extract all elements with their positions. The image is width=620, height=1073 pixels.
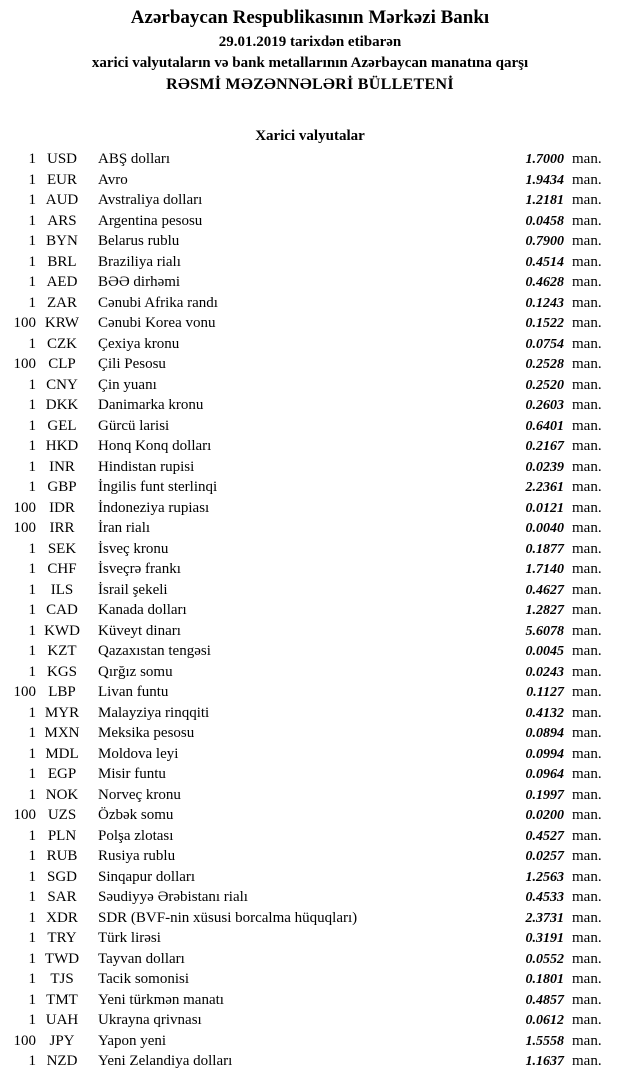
rate-qty: 1 <box>28 930 36 946</box>
rate-unit: man. <box>572 151 602 167</box>
rate-unit: man. <box>572 212 602 229</box>
rate-row <box>0 313 620 334</box>
rate-name: Moldova leyi <box>98 745 179 762</box>
rate-code: CHF <box>47 561 77 577</box>
rate-unit: man. <box>572 663 602 680</box>
rate-name: Çexiya kronu <box>98 335 180 352</box>
rate-qty: 1 <box>28 212 36 229</box>
rate-unit: man. <box>572 991 602 1008</box>
rate-qty: 1 <box>28 889 36 905</box>
rate-name: İsrail şekeli <box>98 581 168 598</box>
rate-row <box>0 334 620 355</box>
rate-row <box>0 211 620 232</box>
rate-name: Yeni türkmən manatı <box>98 991 224 1008</box>
rate-code: SGD <box>46 868 77 885</box>
rate-code: TWD <box>44 950 80 967</box>
rate-qty: 1 <box>28 540 36 557</box>
rate-qty: 1 <box>28 1053 36 1069</box>
rate-value: 0.4533 <box>525 890 564 905</box>
rate-value: 1.7140 <box>525 562 564 577</box>
rate-unit: man. <box>572 274 602 290</box>
rate-name: Malayziya rinqqiti <box>98 704 210 721</box>
rate-value: 0.2520 <box>525 377 564 393</box>
rate-qty: 1 <box>28 417 36 434</box>
rate-code: MDL <box>45 745 79 762</box>
rate-value: 0.0121 <box>525 500 564 516</box>
rate-row <box>0 990 620 1011</box>
rate-code: JPY <box>49 1032 75 1049</box>
rate-unit: man. <box>572 253 602 270</box>
rate-unit: man. <box>572 602 602 618</box>
rate-name: İsveç kronu <box>98 540 169 557</box>
rate-name: Kanada dolları <box>98 602 187 618</box>
rate-unit: man. <box>572 848 602 864</box>
rate-code: GEL <box>47 417 77 434</box>
rate-value: 0.0964 <box>525 767 564 782</box>
rate-name: Norveç kronu <box>98 786 181 803</box>
rate-unit: man. <box>572 499 602 516</box>
rate-code: MYR <box>44 704 80 721</box>
rate-row <box>0 682 620 703</box>
rate-row <box>0 354 620 375</box>
rate-row <box>0 969 620 990</box>
rate-qty: 1 <box>28 643 36 659</box>
rate-value: 5.6078 <box>525 623 564 639</box>
rate-value: 0.0243 <box>525 664 564 680</box>
rate-qty: 1 <box>28 745 36 762</box>
rate-qty: 1 <box>28 971 36 987</box>
rate-row <box>0 846 620 867</box>
rate-unit: man. <box>572 745 602 762</box>
rate-value: 0.0200 <box>525 808 564 823</box>
rate-qty: 1 <box>28 950 36 967</box>
rate-unit: man. <box>572 438 602 454</box>
rate-qty: 1 <box>28 397 36 413</box>
rate-code: EUR <box>47 171 77 188</box>
rate-value: 0.1997 <box>525 787 564 803</box>
rate-unit: man. <box>572 356 602 372</box>
rate-qty: 1 <box>28 192 36 208</box>
rate-value: 0.6401 <box>525 418 564 434</box>
rate-code: UAH <box>45 1012 79 1028</box>
rate-value: 1.9434 <box>525 172 564 188</box>
rate-code: RUB <box>46 848 78 864</box>
rate-row <box>0 949 620 970</box>
rate-value: 2.3731 <box>525 910 564 926</box>
rate-code: BYN <box>46 233 78 249</box>
rate-qty: 1 <box>28 233 36 249</box>
rate-row <box>0 805 620 826</box>
rate-unit: man. <box>572 827 602 844</box>
rate-code: CNY <box>46 376 78 393</box>
rate-value: 2.2361 <box>525 480 564 495</box>
rate-value: 0.0894 <box>525 726 564 741</box>
rate-name: Özbək somu <box>98 807 174 823</box>
rate-row <box>0 231 620 252</box>
rate-qty: 1 <box>28 909 36 926</box>
rate-qty: 1 <box>28 335 36 352</box>
rate-qty: 1 <box>28 458 36 475</box>
rate-row <box>0 1010 620 1031</box>
rate-name: Ukrayna qrivnası <box>98 1012 202 1028</box>
rate-unit: man. <box>572 581 602 598</box>
rate-value: 0.7900 <box>525 234 564 249</box>
rate-name: Tacik somonisi <box>98 971 190 987</box>
rates-list <box>0 149 620 1072</box>
rate-row <box>0 190 620 211</box>
rate-qty: 100 <box>13 807 36 823</box>
rate-name: Hindistan rupisi <box>98 458 195 475</box>
rate-unit: man. <box>572 807 602 823</box>
rate-unit: man. <box>572 417 602 434</box>
rate-row <box>0 600 620 621</box>
rate-row <box>0 498 620 519</box>
rate-code: TMT <box>46 991 78 1008</box>
rate-code: NOK <box>45 786 79 803</box>
rate-qty: 100 <box>13 684 36 700</box>
rate-value: 0.0045 <box>525 644 564 659</box>
rate-value: 0.2528 <box>525 357 564 372</box>
rate-unit: man. <box>572 1012 602 1028</box>
rate-code: AUD <box>45 192 79 208</box>
rate-row <box>0 662 620 683</box>
rate-row <box>0 293 620 314</box>
rate-code: KWD <box>44 622 80 639</box>
rate-value: 0.4514 <box>525 254 564 270</box>
rate-name: Çili Pesosu <box>98 356 166 372</box>
rate-value: 1.7000 <box>525 152 564 167</box>
rate-qty: 1 <box>28 561 36 577</box>
rate-unit: man. <box>572 1053 602 1069</box>
rate-qty: 1 <box>28 725 36 741</box>
rate-row <box>0 1051 620 1072</box>
rate-qty: 1 <box>28 602 36 618</box>
rate-name: Çin yuanı <box>98 376 157 393</box>
rate-name: İngilis funt sterlinqi <box>98 479 218 495</box>
rate-row <box>0 723 620 744</box>
effective-date-line: 29.01.2019 tarixdən etibarən <box>218 34 402 50</box>
rate-unit: man. <box>572 930 602 946</box>
rate-code: KRW <box>44 315 80 331</box>
rate-name: Avro <box>98 171 128 188</box>
rate-value: 0.1522 <box>525 316 564 331</box>
section-title-foreign-currencies: Xarici valyutalar <box>255 128 365 144</box>
rate-name: Misir funtu <box>98 766 166 782</box>
rate-row <box>0 764 620 785</box>
rate-code: TRY <box>47 930 77 946</box>
rate-code: KZT <box>47 643 77 659</box>
rate-code: DKK <box>45 397 79 413</box>
bulletin-heading: RƏSMİ MƏZƏNNƏLƏRİ BÜLLETENİ <box>166 76 454 93</box>
rate-name: Belarus rublu <box>98 233 180 249</box>
rate-code: IRR <box>49 520 75 536</box>
rate-qty: 100 <box>13 499 36 516</box>
rate-unit: man. <box>572 479 602 495</box>
rate-unit: man. <box>572 889 602 905</box>
rate-code: INR <box>49 458 75 475</box>
rate-qty: 1 <box>28 274 36 290</box>
rate-row <box>0 908 620 929</box>
rate-name: Cənubi Korea vonu <box>98 315 216 331</box>
rate-value: 1.1637 <box>525 1054 564 1069</box>
rate-row <box>0 641 620 662</box>
rate-qty: 100 <box>13 1032 36 1049</box>
rate-code: HKD <box>45 438 79 454</box>
rate-name: ABŞ dolları <box>98 151 171 167</box>
rate-row <box>0 867 620 888</box>
rate-unit: man. <box>572 540 602 557</box>
rate-unit: man. <box>572 643 602 659</box>
rate-value: 0.0239 <box>525 459 564 475</box>
rate-name: Rusiya rublu <box>98 848 176 864</box>
rate-code: SEK <box>47 540 77 557</box>
rate-row <box>0 252 620 273</box>
rate-code: ZAR <box>47 294 77 311</box>
rate-code: ILS <box>50 581 74 598</box>
rate-value: 0.0040 <box>525 521 564 536</box>
rate-code: XDR <box>46 909 78 926</box>
rate-row <box>0 621 620 642</box>
rate-value: 0.0994 <box>525 746 564 762</box>
rate-row <box>0 928 620 949</box>
rate-value: 0.4132 <box>525 705 564 721</box>
rate-code: CLP <box>48 356 76 372</box>
rate-code: UZS <box>47 807 77 823</box>
rate-value: 0.1801 <box>525 972 564 987</box>
rate-code: LBP <box>48 684 76 700</box>
rate-name: İndoneziya rupiası <box>98 499 210 516</box>
rate-unit: man. <box>572 376 602 393</box>
rate-code: AED <box>46 274 78 290</box>
rate-row <box>0 457 620 478</box>
rate-name: Cənubi Afrika randı <box>98 294 218 311</box>
rate-value: 1.5558 <box>525 1033 564 1049</box>
rate-qty: 1 <box>28 294 36 311</box>
rate-row <box>0 395 620 416</box>
rate-unit: man. <box>572 725 602 741</box>
rate-qty: 1 <box>28 376 36 393</box>
rate-unit: man. <box>572 766 602 782</box>
rate-qty: 1 <box>28 479 36 495</box>
rate-unit: man. <box>572 335 602 352</box>
rate-row <box>0 272 620 293</box>
rate-name: Yapon yeni <box>98 1032 167 1049</box>
rate-code: ARS <box>47 212 77 229</box>
rate-qty: 1 <box>28 868 36 885</box>
rate-row <box>0 559 620 580</box>
rate-unit: man. <box>572 950 602 967</box>
rate-row <box>0 887 620 908</box>
rate-row <box>0 703 620 724</box>
rate-value: 0.2167 <box>525 439 564 454</box>
rate-qty: 1 <box>28 786 36 803</box>
rate-unit: man. <box>572 192 602 208</box>
rate-row <box>0 416 620 437</box>
rate-unit: man. <box>572 1032 602 1049</box>
rate-code: GBP <box>47 479 77 495</box>
rate-name: Gürcü larisi <box>98 417 170 434</box>
rate-unit: man. <box>572 171 602 188</box>
rate-unit: man. <box>572 868 602 885</box>
rate-name: Meksika pesosu <box>98 725 195 741</box>
rate-name: BƏƏ dirhəmi <box>98 274 181 290</box>
rate-code: SAR <box>47 889 77 905</box>
rate-code: MXN <box>44 725 80 741</box>
rate-value: 1.2181 <box>525 193 564 208</box>
rate-value: 1.2563 <box>525 869 564 885</box>
rate-row <box>0 436 620 457</box>
rate-value: 0.0754 <box>525 336 564 352</box>
rate-unit: man. <box>572 622 602 639</box>
rate-value: 0.4857 <box>525 992 564 1008</box>
rate-unit: man. <box>572 971 602 987</box>
rate-qty: 1 <box>28 991 36 1008</box>
rate-name: Braziliya rialı <box>98 253 181 270</box>
rate-row <box>0 580 620 601</box>
rate-name: Danimarka kronu <box>98 397 204 413</box>
rate-value: 0.1127 <box>526 685 564 700</box>
rate-value: 0.4628 <box>525 275 564 290</box>
rate-code: USD <box>46 151 77 167</box>
rate-code: BRL <box>47 253 77 270</box>
rate-unit: man. <box>572 520 602 536</box>
rate-row <box>0 539 620 560</box>
rate-row <box>0 375 620 396</box>
rate-value: 0.3191 <box>525 931 564 946</box>
rate-unit: man. <box>572 684 602 700</box>
rate-value: 0.0458 <box>525 213 564 229</box>
rate-value: 0.1877 <box>525 541 564 557</box>
rate-code: CAD <box>46 602 78 618</box>
rate-qty: 1 <box>28 581 36 598</box>
rate-qty: 1 <box>28 663 36 680</box>
rate-row <box>0 149 620 170</box>
rate-unit: man. <box>572 315 602 331</box>
rate-row <box>0 1031 620 1052</box>
rate-value: 0.0552 <box>525 951 564 967</box>
rate-unit: man. <box>572 397 602 413</box>
rate-row <box>0 785 620 806</box>
rate-row <box>0 518 620 539</box>
rate-value: 0.4627 <box>525 582 564 598</box>
rate-code: NZD <box>46 1053 78 1069</box>
rate-qty: 1 <box>28 848 36 864</box>
rate-unit: man. <box>572 458 602 475</box>
bank-title: Azərbaycan Respublikasının Mərkəzi Bankı <box>130 7 490 28</box>
rate-unit: man. <box>572 233 602 249</box>
rate-name: İran rialı <box>98 520 151 536</box>
rate-name: Küveyt dinarı <box>98 622 181 639</box>
rate-code: PLN <box>47 827 77 844</box>
rate-name: İsveçrə frankı <box>98 561 181 577</box>
rate-row <box>0 477 620 498</box>
rate-code: IDR <box>49 499 75 516</box>
rate-row <box>0 744 620 765</box>
rate-unit: man. <box>572 704 602 721</box>
rate-name: Polşa zlotası <box>98 827 174 844</box>
rate-name: Argentina pesosu <box>98 212 203 229</box>
rate-code: CZK <box>47 335 77 352</box>
rate-unit: man. <box>572 909 602 926</box>
rate-name: Honq Konq dolları <box>98 438 212 454</box>
rate-value: 0.1243 <box>525 295 564 311</box>
rate-name: Səudiyyə Ərəbistanı rialı <box>98 889 248 905</box>
rate-value: 0.0257 <box>525 849 564 864</box>
rate-name: Tayvan dolları <box>98 950 185 967</box>
rate-qty: 1 <box>28 438 36 454</box>
rate-name: Qırğız somu <box>98 663 173 680</box>
rate-qty: 100 <box>13 520 36 536</box>
rate-unit: man. <box>572 561 602 577</box>
rate-name: Qazaxıstan tengəsi <box>98 643 211 659</box>
rate-qty: 1 <box>28 1012 36 1028</box>
rate-value: 0.4527 <box>525 828 564 844</box>
rate-code: KGS <box>46 663 77 680</box>
rate-qty: 1 <box>28 151 36 167</box>
rate-name: SDR (BVF-nin xüsusi borcalma hüquqları) <box>98 909 358 926</box>
rate-unit: man. <box>572 294 602 311</box>
rate-qty: 1 <box>28 171 36 188</box>
rate-qty: 1 <box>28 622 36 639</box>
rate-qty: 100 <box>13 315 36 331</box>
rate-name: Sinqapur dolları <box>98 868 196 885</box>
rate-value: 0.0612 <box>525 1013 564 1028</box>
rate-name: Avstraliya dolları <box>98 192 203 208</box>
rate-name: Türk lirəsi <box>98 930 161 946</box>
rate-qty: 1 <box>28 704 36 721</box>
rate-value: 0.2603 <box>525 398 564 413</box>
rate-qty: 1 <box>28 766 36 782</box>
rate-code: TJS <box>50 971 74 987</box>
rate-code: EGP <box>47 766 77 782</box>
rate-name: Yeni Zelandiya dolları <box>98 1053 233 1069</box>
bulletin-subtitle: xarici valyutaların və bank metallarının Azərbaycan manatına qarşı <box>91 55 529 71</box>
rate-row <box>0 170 620 191</box>
rate-value: 1.2827 <box>525 603 564 618</box>
rate-name: Livan funtu <box>98 684 169 700</box>
rate-qty: 100 <box>13 356 36 372</box>
rate-qty: 1 <box>28 253 36 270</box>
rate-qty: 1 <box>28 827 36 844</box>
rate-row <box>0 826 620 847</box>
rate-unit: man. <box>572 786 602 803</box>
